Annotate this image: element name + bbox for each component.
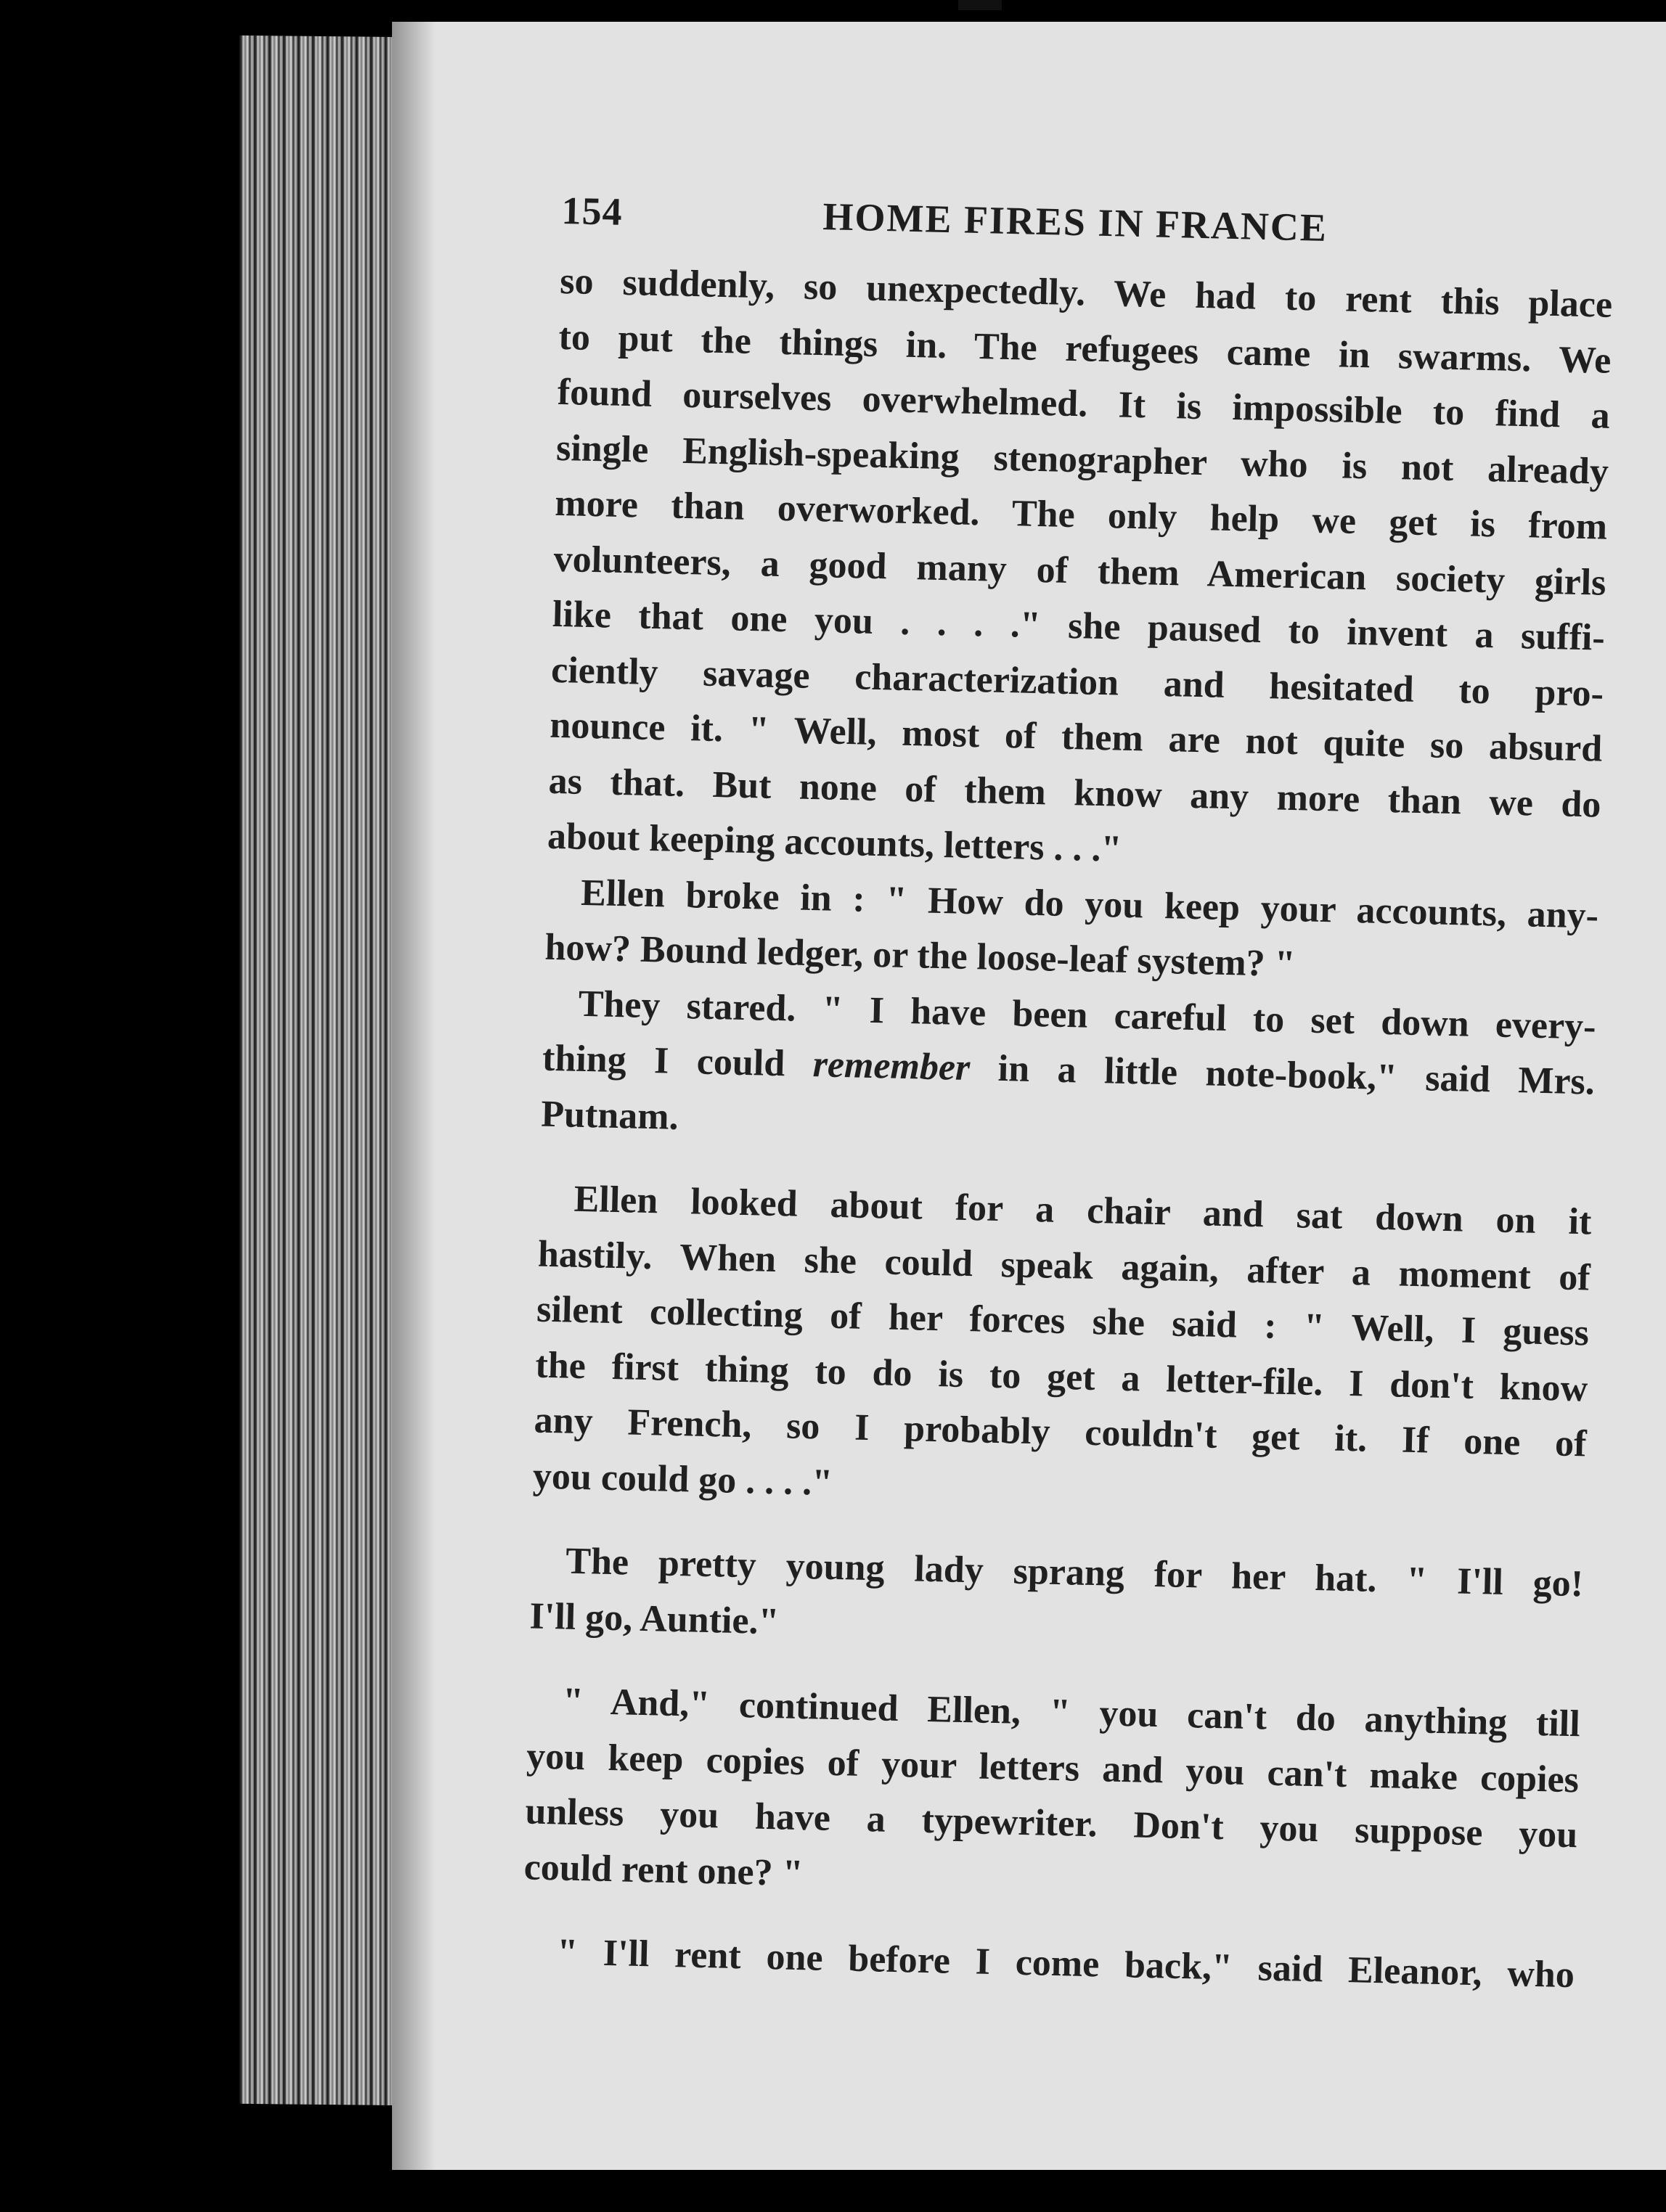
book-page — [392, 22, 1666, 2170]
text-line: They stared. " I have been careful to set down every- — [578, 983, 1597, 1048]
text-line: you could go . . . ." — [532, 1455, 833, 1504]
text-line: like that one you . . . ." she paused to invent a suffi- — [552, 593, 1606, 659]
paragraph — [541, 975, 1633, 1166]
text-line: " I'll rent one before I come back," said Eleanor, who — [556, 1931, 1575, 1996]
text-line: Ellen looked about for a chair and sat down on it — [573, 1178, 1593, 1243]
running-title: HOME FIRES IN FRANCE — [822, 194, 1328, 250]
paragraph — [532, 1171, 1628, 1529]
text-line: so suddenly, so unexpectedly. We had to rent this place — [559, 260, 1613, 326]
spine-shadow — [392, 22, 436, 2170]
text-run: in a little note-book," said Mrs. — [969, 1047, 1596, 1103]
page-number: 154 — [560, 188, 624, 234]
paragraph — [523, 1673, 1617, 1920]
text-line: you keep copies of your letters and you can't make copies — [526, 1734, 1580, 1801]
text-line: how? Bound ledger, or the loose-leaf system? " — [544, 926, 1297, 986]
text-line: any French, so I probably couldn't get it. If one of — [534, 1399, 1588, 1465]
text-line: single English-speaking stenographer who is not already — [555, 427, 1609, 493]
text-line: " And," continued Ellen, " you can't do anything till — [562, 1680, 1581, 1745]
text-line: as that. But none of them know any more than we do — [548, 760, 1602, 826]
text-line: The pretty young lady sprang for her hat. " I'll go! — [565, 1540, 1584, 1605]
text-line: could rent one? " — [523, 1846, 804, 1894]
page-edges — [240, 36, 407, 2105]
text-line: silent collecting of her forces she said : " Well, I guess — [536, 1288, 1590, 1354]
text-line: the first thing to do is to get a letter-file. I don't know — [534, 1344, 1588, 1409]
emphasized-word: remember — [812, 1044, 971, 1089]
top-edge-mark — [958, 0, 1002, 10]
text-line: ciently savage characterization and hesitated to pro- — [550, 649, 1604, 715]
text-line: Ellen broke in : " How do you keep your accounts, any- — [580, 872, 1599, 937]
text-line: nounce it. " Well, most of them are not quite so absurd — [549, 704, 1603, 770]
text-line: hastily. When she could speak again, after a moment of — [537, 1233, 1591, 1299]
text-line: more than overworked. The only help we get is from — [554, 482, 1608, 548]
text-line: volunteers, a good many of them American society girls — [553, 538, 1607, 604]
text-line: I'll go, Auntie." — [529, 1594, 780, 1642]
text-line: Putnam. — [540, 1093, 679, 1138]
text-line: unless you have a typewriter. Don't you suppose you — [524, 1790, 1578, 1856]
text-line: to put the things in. The refugees came in swarms. We — [558, 316, 1612, 382]
page-content — [521, 167, 1651, 2004]
text-run: thing I could — [542, 1037, 814, 1086]
text-line: about keeping accounts, letters . . ." — [547, 815, 1123, 870]
paragraph — [547, 254, 1649, 889]
text-line: found ourselves overwhelmed. It is impossible to find a — [557, 371, 1611, 437]
